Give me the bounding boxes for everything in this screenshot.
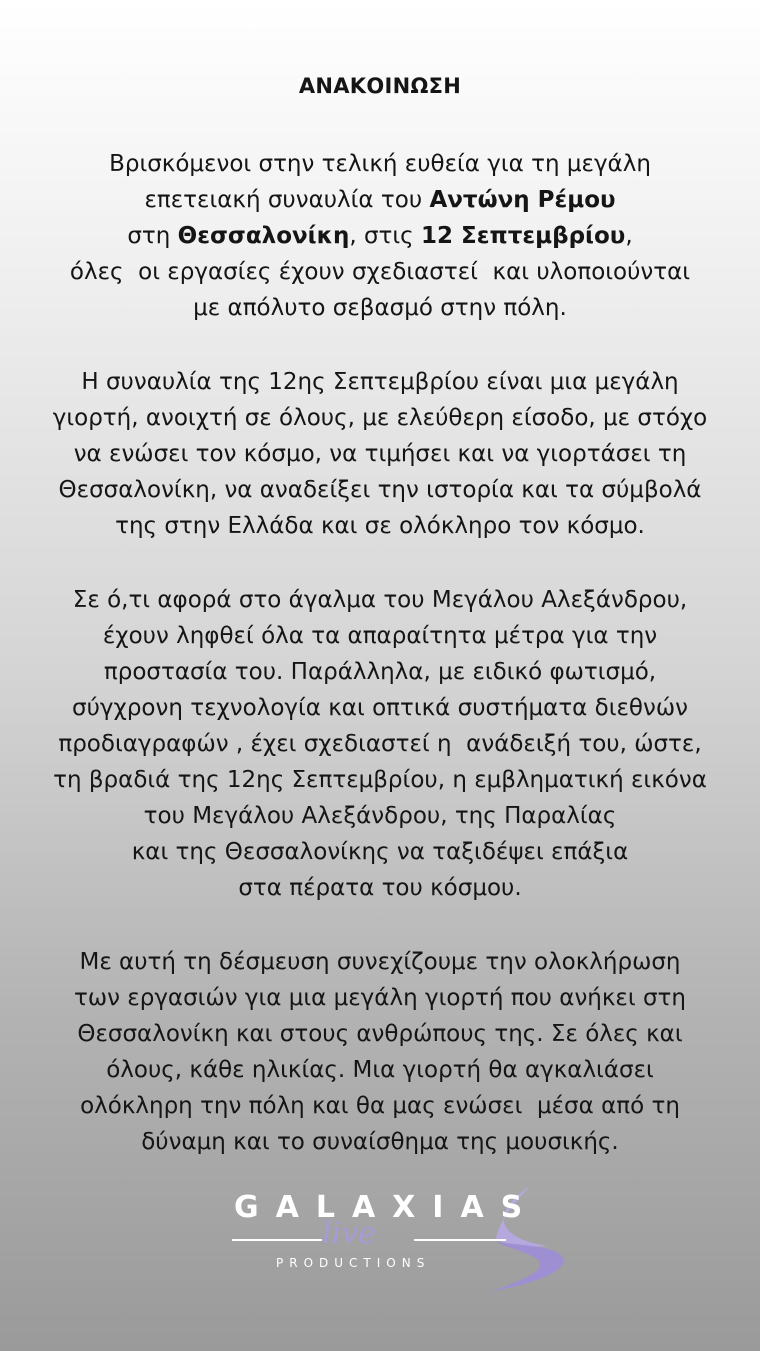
paragraph-line: στα πέρατα του κόσμου. — [238, 875, 522, 901]
paragraph-line: της στην Ελλάδα και σε ολόκληρο τον κόσμο. — [115, 513, 645, 539]
paragraph-line: σύγχρονη τεχνολογία και οπτικά συστήματα διεθνών — [72, 695, 688, 721]
text-run: στη — [127, 223, 178, 249]
paragraph-line: έχουν ληφθεί όλα τα απαραίτητα μέτρα για την — [102, 623, 658, 649]
paragraph-intro — [0, 146, 760, 326]
paragraph-line: Σε ό,τι αφορά στο άγαλμα του Μεγάλου Αλεξάνδρου, — [72, 587, 688, 613]
paragraph-line: Θεσσαλονίκη και στους ανθρώπους της. Σε όλες και — [77, 1021, 683, 1047]
paragraph-line: προδιαγραφών , έχει σχεδιαστεί η ανάδειξή του, ώστε, — [58, 731, 702, 757]
paragraph-line: γιορτή, ανοιχτή σε όλους, με ελεύθερη είσοδο, με στόχο — [52, 405, 708, 431]
paragraph-line: Θεσσαλονίκη, να αναδείξει την ιστορία και τα σύμβολά — [58, 477, 702, 503]
logo-divider — [414, 1239, 506, 1241]
paragraph-line: με απόλυτο σεβασμό στην πόλη. — [193, 295, 567, 321]
artist-name: Αντώνη Ρέμου — [429, 187, 616, 213]
paragraph-concert — [0, 364, 760, 544]
paragraph-line: να ενώσει τον κόσμο, να τιμήσει και να γιορτάσει τη — [73, 441, 687, 467]
paragraph-line: δύναμη και το συναίσθημα της μουσικής. — [141, 1129, 619, 1155]
city-name: Θεσσαλονίκη — [177, 223, 350, 249]
logo-divider — [232, 1239, 322, 1241]
paragraph-line: όλους, κάθε ηλικίας. Μια γιορτή θα αγκαλιάσει — [106, 1057, 654, 1083]
paragraph-line: ολόκληρη την πόλη και θα μας ενώσει μέσα από τη — [80, 1093, 680, 1119]
logo-tagline: PRODUCTIONS — [276, 1256, 431, 1270]
logo-script-text: live — [322, 1216, 376, 1251]
paragraph-line: προστασία του. Παράλληλα, με ειδικό φωτισμό, — [103, 659, 657, 685]
paragraph-line: Βρισκόμενοι στην τελική ευθεία για τη μεγάλη — [109, 151, 651, 177]
paragraph-line: Με αυτή τη δέσμευση συνεχίζουμε την ολοκλήρωση — [79, 949, 681, 975]
paragraph-line: τη βραδιά της 12ης Σεπτεμβρίου, η εμβληματική εικόνα — [53, 767, 707, 793]
paragraph-line: όλες οι εργασίες έχουν σχεδιαστεί και υλοποιούνται — [69, 259, 691, 285]
paragraph-statue — [0, 582, 760, 906]
text-run: , στις — [349, 223, 421, 249]
paragraph-line — [0, 182, 760, 218]
announcement-title: ΑΝΑΚΟΙΝΩΣΗ — [298, 74, 462, 98]
logo-wordmark: GALAXIAS — [234, 1190, 540, 1225]
paragraph-line — [0, 218, 760, 254]
paragraph-line: των εργασιών για μια μεγάλη γιορτή που ανήκει στη — [74, 985, 686, 1011]
paragraph-line: και της Θεσσαλονίκης να ταξιδέψει επάξια — [131, 839, 629, 865]
text-run: , — [625, 223, 633, 249]
text-run: επετειακή συναυλία του — [144, 187, 430, 213]
paragraph-line: Η συναυλία της 12ης Σεπτεμβρίου είναι μια μεγάλη — [81, 369, 679, 395]
galaxias-live-logo — [228, 1184, 578, 1294]
paragraph-commitment — [0, 944, 760, 1160]
concert-date: 12 Σεπτεμβρίου — [420, 223, 626, 249]
paragraph-line: του Μεγάλου Αλεξάνδρου, της Παραλίας — [143, 803, 617, 829]
